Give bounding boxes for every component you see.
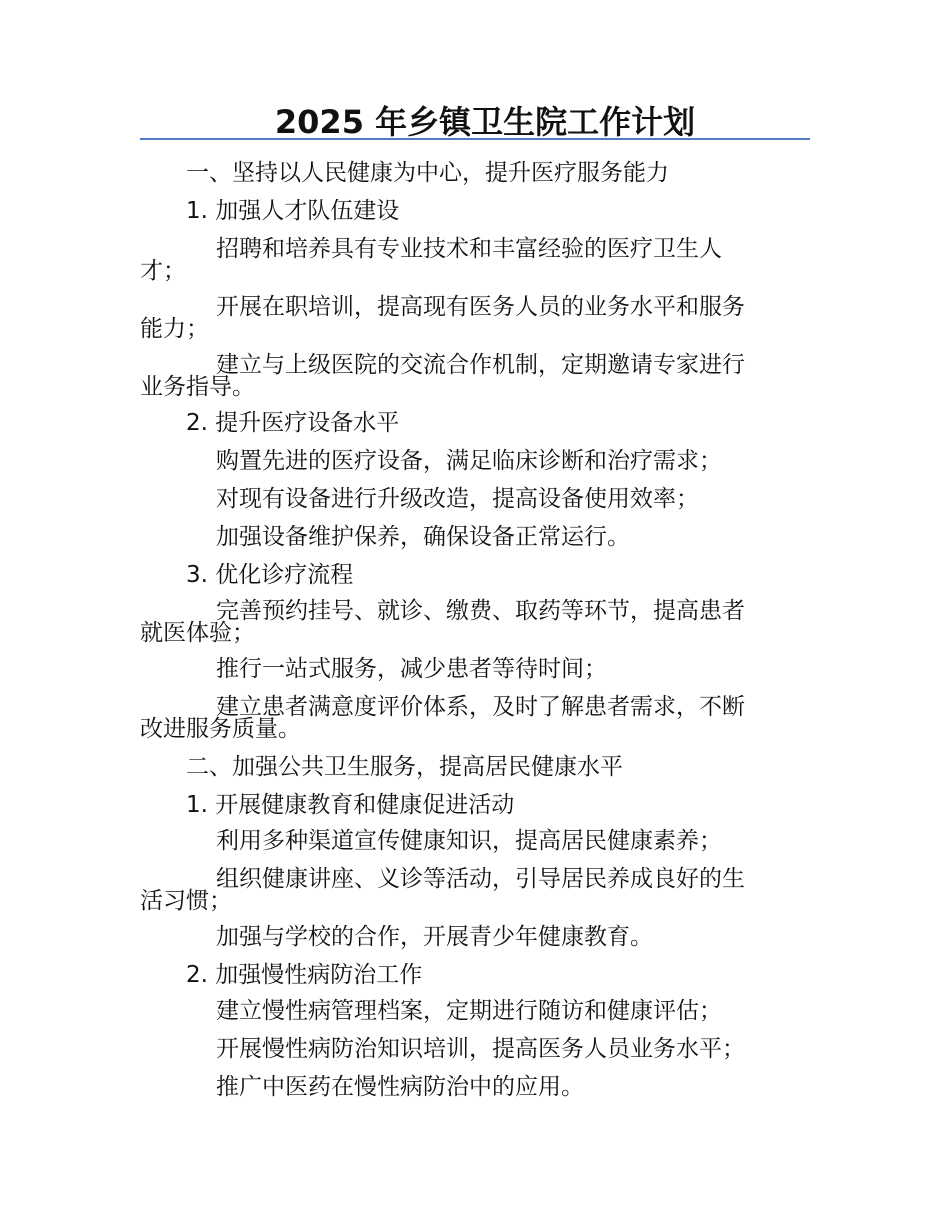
list-item-line: 购置先进的医疗设备，满足临床诊断和治疗需求； bbox=[216, 448, 722, 474]
subsection-heading: 1. 开展健康教育和健康促进活动 bbox=[186, 792, 515, 818]
list-item-line: 推行一站式服务，减少患者等待时间； bbox=[216, 656, 607, 682]
list-item-line: 对现有设备进行升级改造，提高设备使用效率； bbox=[216, 486, 699, 512]
subsection-heading: 1. 加强人才队伍建设 bbox=[186, 198, 400, 224]
list-item-line: 完善预约挂号、就诊、缴费、取药等环节，提高患者 bbox=[216, 598, 745, 624]
list-item-line: 招聘和培养具有专业技术和丰富经验的医疗卫生人 bbox=[216, 236, 722, 262]
list-item-line: 推广中医药在慢性病防治中的应用。 bbox=[216, 1074, 584, 1100]
subsection-heading: 2. 加强慢性病防治工作 bbox=[186, 962, 423, 988]
list-item-line: 开展在职培训，提高现有医务人员的业务水平和服务 bbox=[216, 294, 745, 320]
list-item-continuation: 改进服务质量。 bbox=[140, 716, 301, 742]
list-item-line: 加强设备维护保养，确保设备正常运行。 bbox=[216, 524, 630, 550]
section-heading: 一、坚持以人民健康为中心，提升医疗服务能力 bbox=[186, 160, 669, 186]
list-item-line: 组织健康讲座、义诊等活动，引导居民养成良好的生 bbox=[216, 866, 745, 892]
list-item-line: 加强与学校的合作，开展青少年健康教育。 bbox=[216, 924, 653, 950]
list-item-line: 利用多种渠道宣传健康知识，提高居民健康素养； bbox=[216, 828, 722, 854]
section-heading: 二、加强公共卫生服务，提高居民健康水平 bbox=[186, 754, 623, 780]
list-item-continuation: 业务指导。 bbox=[140, 374, 255, 400]
subsection-heading: 3. 优化诊疗流程 bbox=[186, 562, 354, 588]
list-item-continuation: 能力； bbox=[140, 316, 209, 342]
list-item-line: 建立患者满意度评价体系，及时了解患者需求，不断 bbox=[216, 694, 745, 720]
list-item-continuation: 才； bbox=[140, 258, 186, 284]
list-item-line: 建立慢性病管理档案，定期进行随访和健康评估； bbox=[216, 998, 722, 1024]
list-item-continuation: 活习惯； bbox=[140, 888, 232, 914]
subsection-heading: 2. 提升医疗设备水平 bbox=[186, 410, 400, 436]
list-item-line: 建立与上级医院的交流合作机制，定期邀请专家进行 bbox=[216, 352, 745, 378]
document-title: 2025 年乡镇卫生院工作计划 bbox=[274, 103, 696, 141]
title-underline bbox=[140, 138, 810, 140]
list-item-continuation: 就医体验； bbox=[140, 620, 255, 646]
list-item-line: 开展慢性病防治知识培训，提高医务人员业务水平； bbox=[216, 1036, 745, 1062]
